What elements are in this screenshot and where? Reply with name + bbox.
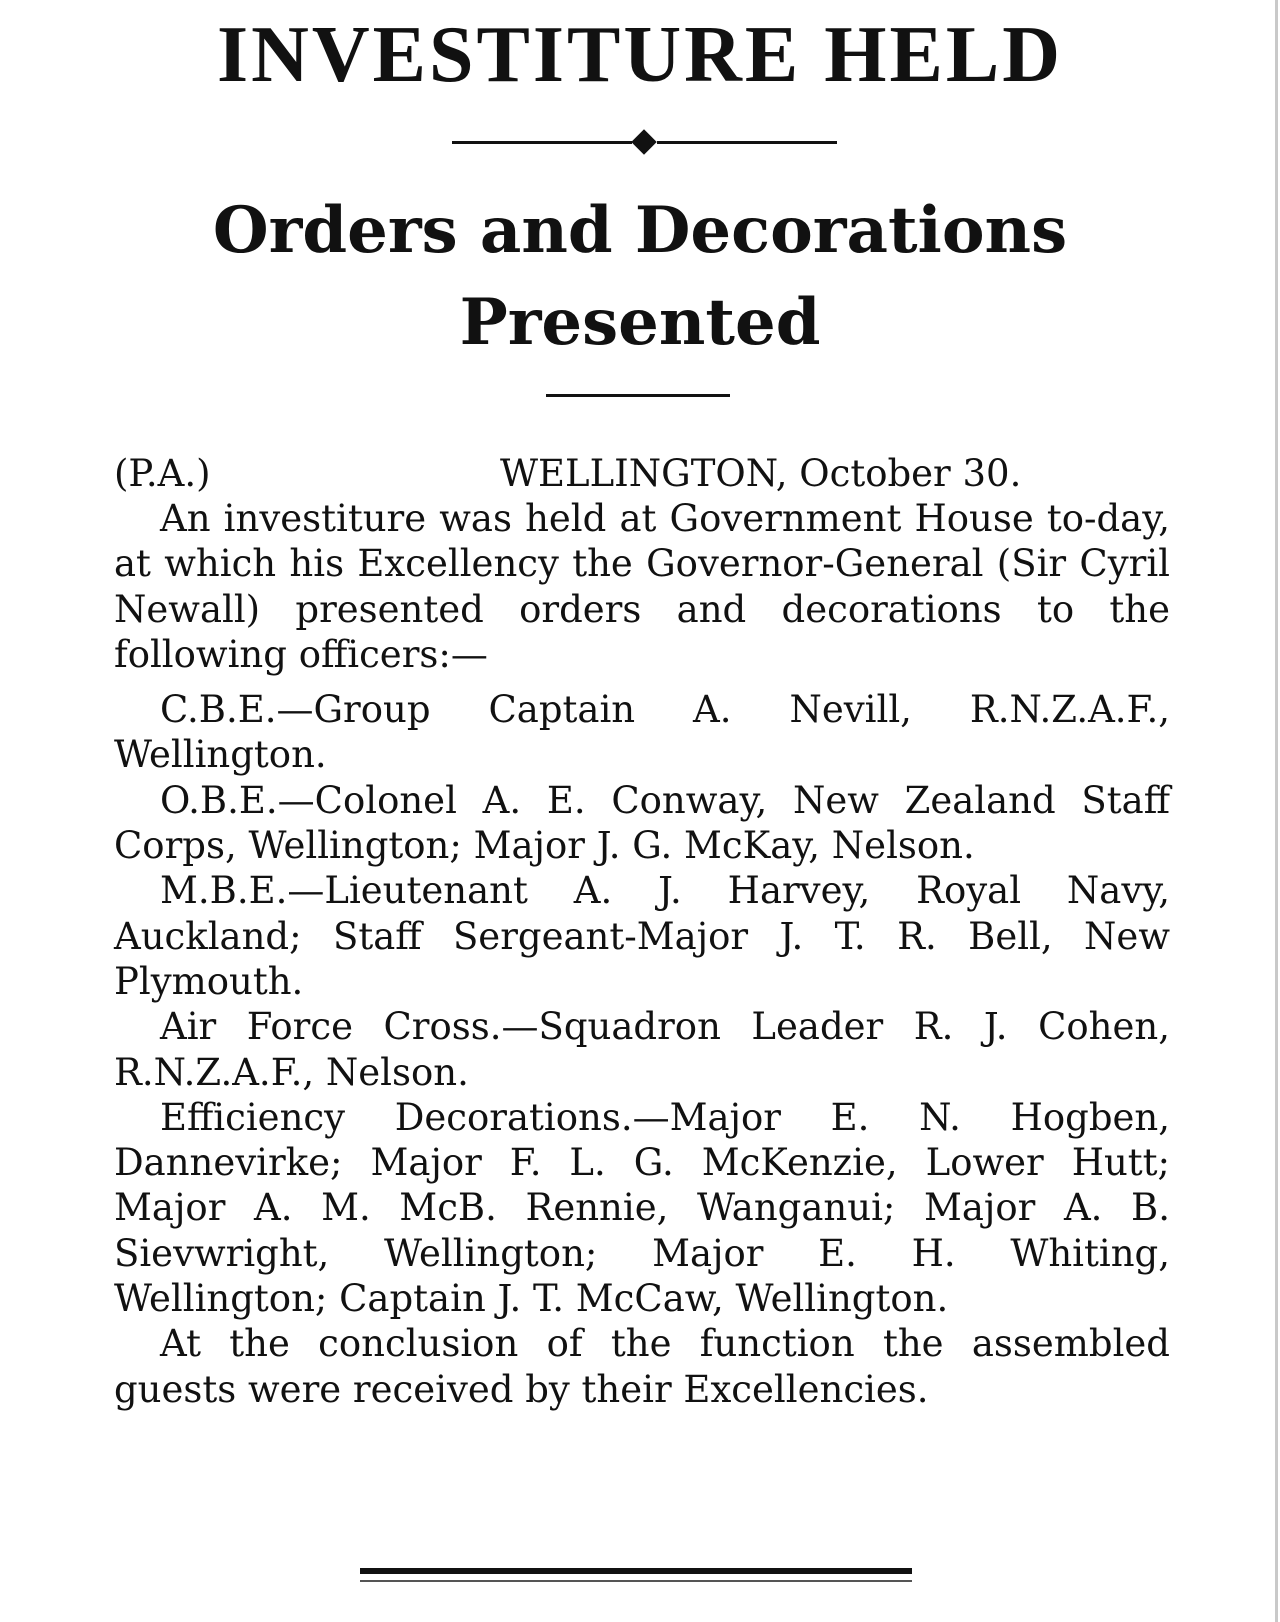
ornament-line-right [657,141,837,144]
subheadline-line-1: Orders and Decorations [212,193,1068,268]
agency-credit: (P.A.) [114,452,211,495]
paragraph-obe: O.B.E.—Colonel A. E. Conway, New Zealand Staff Corps, Wellington; Major J. G. McKay, Nelson. [114,778,1170,868]
section-rule [546,394,730,397]
subheadline-line-2: Presented [459,285,821,360]
paragraph-conclusion: At the conclusion of the function the assembled guests were received by their Excellencies. [114,1322,1170,1411]
headline: INVESTITURE HELD [216,11,1063,99]
paragraph-mbe: M.B.E.—Lieutenant A. J. Harvey, Royal Navy, Auckland; Staff Sergeant-Major J. T. R. Bell, New Plymouth. [114,869,1170,1003]
ornament-line-left [452,141,632,144]
paragraph-intro: An investiture was held at Government House to-day, at which his Excellency the Governor-General (Sir Cyril Newall) presented orders and decorations to the following officers:— [114,497,1170,676]
ornament-rule [452,128,837,156]
paragraph-air-force-cross: Air Force Cross.—Squadron Leader R. J. Cohen, R.N.Z.A.F., Nelson. [114,1005,1170,1094]
diamond-icon [631,129,656,154]
end-rule-thin [360,1580,912,1582]
dateline [114,450,1170,498]
place-date: WELLINGTON, October 30. [500,452,1022,495]
paragraph-efficiency-decorations: Efficiency Decorations.—Major E. N. Hogben, Dannevirke; Major F. L. G. McKenzie, Lower Hutt; Major A. M. McB. Rennie, Wanganui; Major A. B. Sievwright, Wellington; Major E. H. Whiting, Wellington; Captain J. T. McCaw, Wellington. [114,1095,1170,1321]
article-body [114,496,1170,1412]
paragraph-cbe: C.B.E.—Group Captain A. Nevill, R.N.Z.A.F., Wellington. [114,688,1170,777]
subheadline [0,185,1280,369]
end-rule [360,1568,912,1574]
